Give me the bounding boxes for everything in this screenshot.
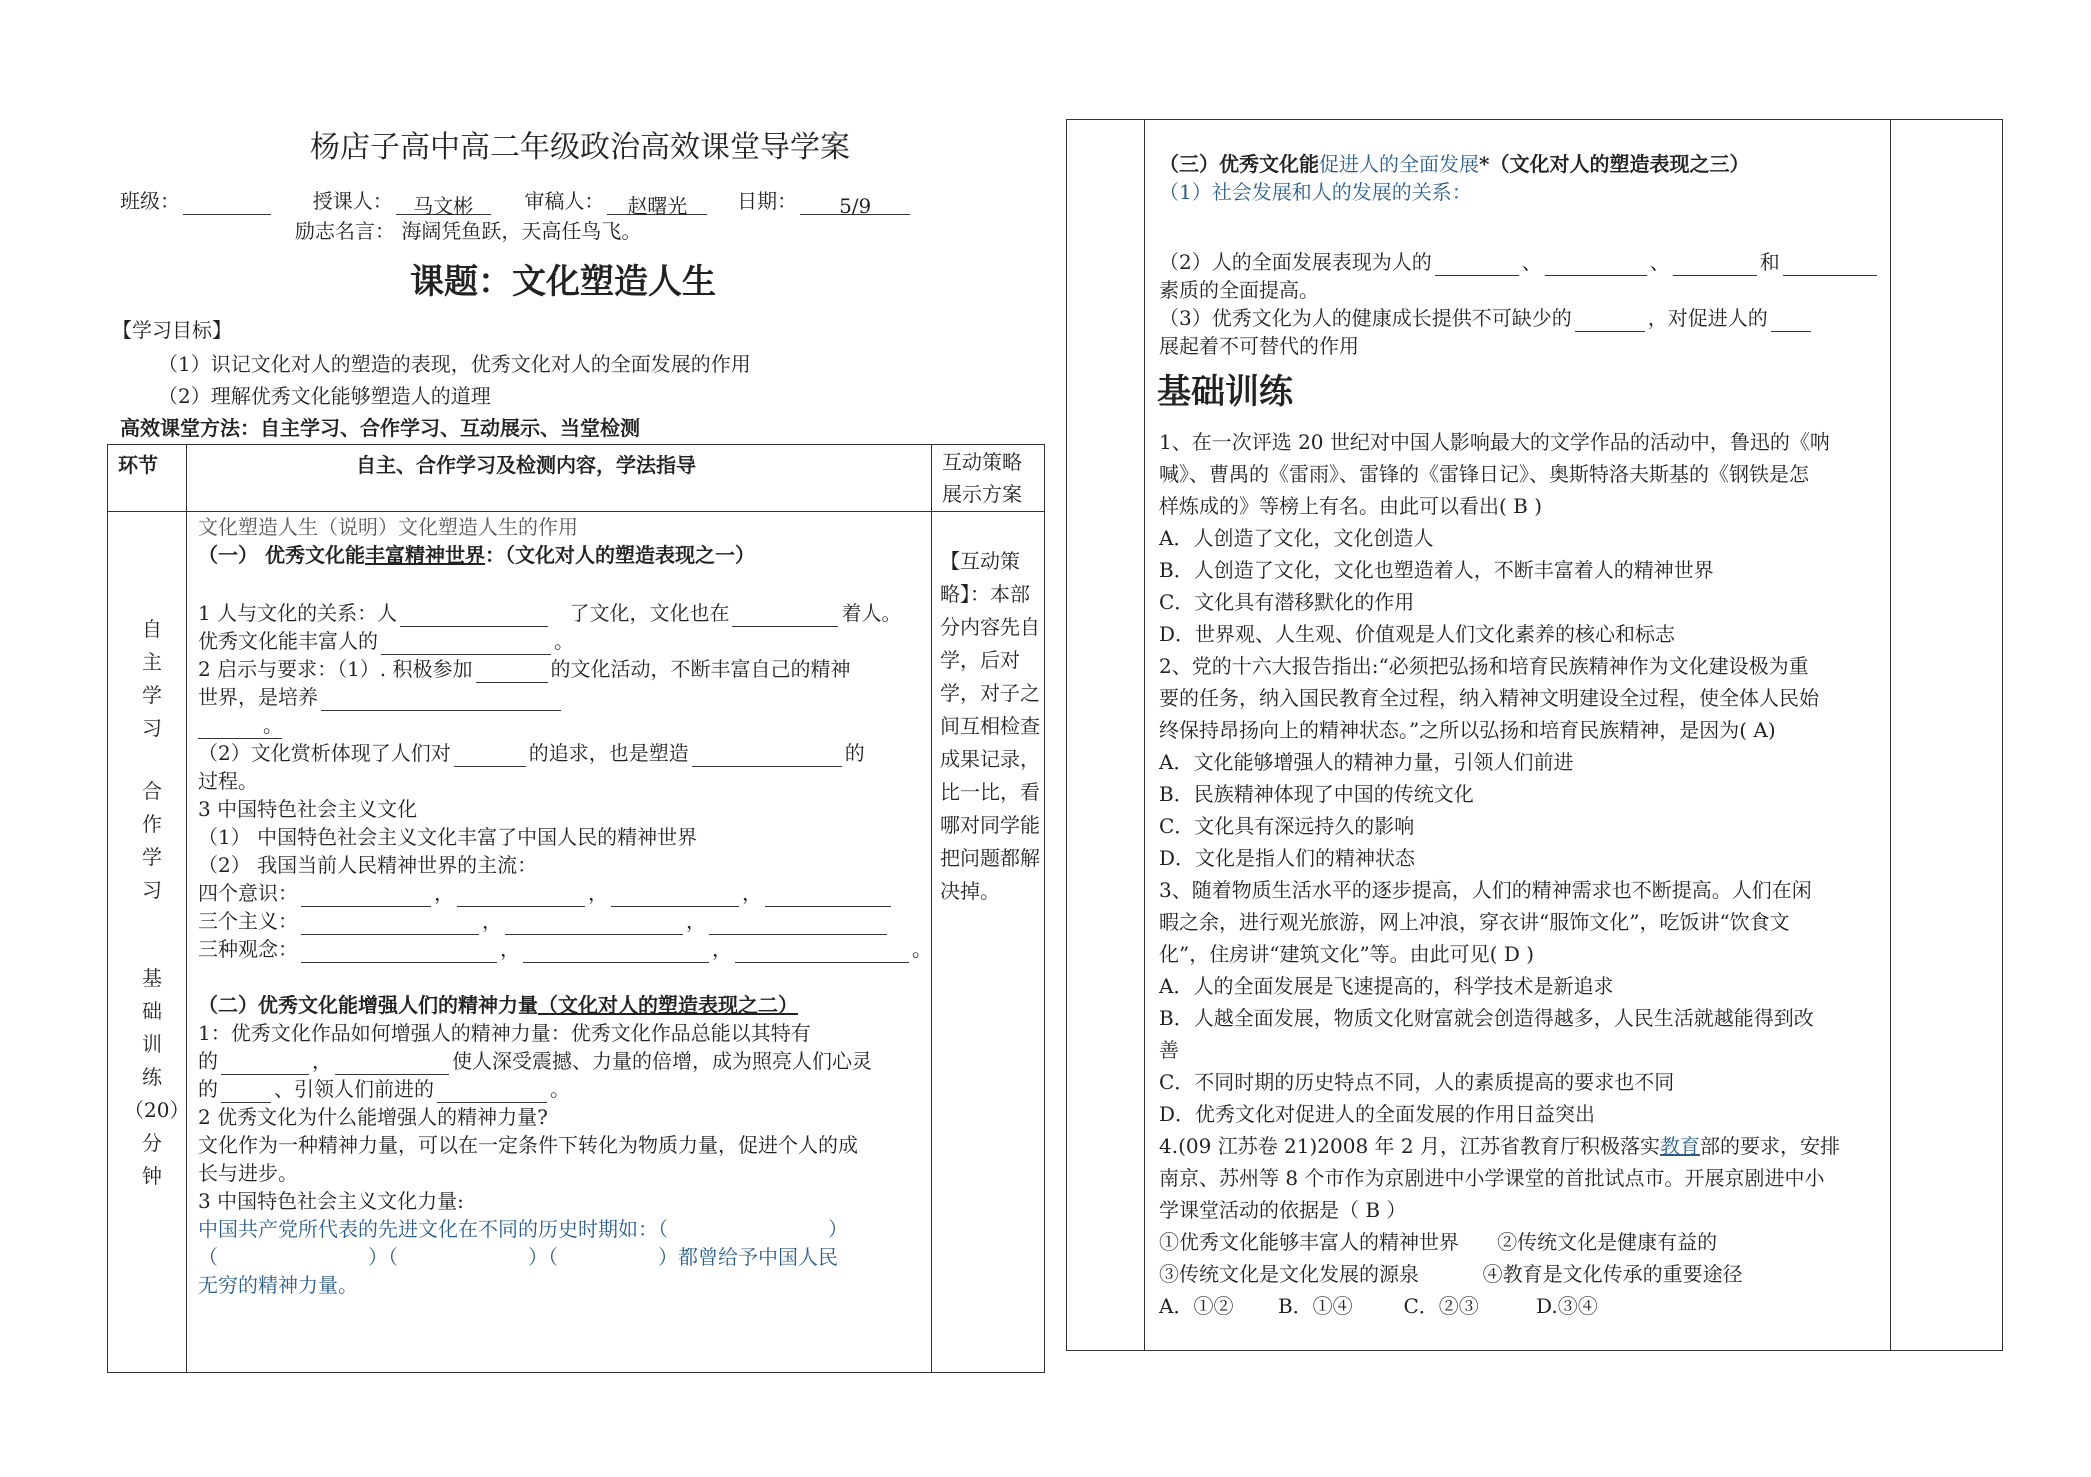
r2-line-1 <box>1159 248 1880 276</box>
right-col-divider-1 <box>1144 120 1145 1350</box>
p4-line-2: 南京、苏州等 8 个市作为京剧进中小学课堂的首批试点市。开展京剧进中小 <box>1159 1166 1825 1190</box>
s2q3b1: （ <box>198 1245 218 1269</box>
section-1-underlined: 丰富精神世界 <box>364 543 485 567</box>
p4-1b: 部的要求，安排 <box>1700 1134 1840 1158</box>
header-divider <box>108 511 1044 512</box>
q1e: 。 <box>554 629 574 653</box>
p1-line-2: 喊》、曹禺的《雷雨》、雷锋的《雷锋日记》、奥斯特洛夫斯基的《钢铁是怎 <box>1159 462 1809 486</box>
p4-line-3: 学课堂活动的依据是（ B ） <box>1159 1198 1407 1222</box>
q3c-row: 四个意识： ， ， ， <box>198 879 894 907</box>
s2q1-blank-1[interactable] <box>221 1052 309 1075</box>
q3e: 三种观念： <box>198 937 298 961</box>
r2d: 和 <box>1759 250 1780 274</box>
s2q1f: 、引领人们前进的 <box>274 1077 434 1101</box>
p2-option-b: B．民族精神体现了中国的传统文化 <box>1159 782 1474 806</box>
s2q1-line-2 <box>198 1047 872 1075</box>
stage-vertical-label <box>124 613 190 1193</box>
q2-line-2 <box>198 683 564 711</box>
q2g: 的 <box>844 741 865 765</box>
q2-blank-4[interactable] <box>454 744 526 767</box>
s2q2-line-1: 文化作为一种精神力量，可以在一定条件下转化为物质力量，促进个人的成 <box>198 1133 858 1157</box>
s2q1e: 的 <box>198 1077 218 1101</box>
motto: 励志名言： 海阔凭鱼跃，天高任鸟飞。 <box>295 219 642 243</box>
p3-line-3: 化”，住房讲“建筑文化”等。由此可见( D ) <box>1159 942 1535 966</box>
q1c: 着人。 <box>841 601 902 625</box>
q3d-row: 三个主义： ， ， <box>198 907 890 935</box>
vlabel-8: 习 <box>142 878 162 902</box>
q2-line-1 <box>198 655 851 683</box>
method-line: 高效课堂方法：自主学习、合作学习、互动展示、当堂检测 <box>120 416 640 440</box>
section-2-underlined: （文化对人的塑造表现之二） <box>538 993 798 1017</box>
date-value: 5/9 <box>800 192 910 215</box>
section-3-blue: 促进人的全面发展 <box>1319 152 1479 176</box>
q1-line-2 <box>198 627 574 655</box>
q2-blank-1[interactable] <box>476 660 548 683</box>
vlabel-14: 练 <box>142 1065 162 1089</box>
s2q3a-end: ） <box>828 1217 848 1241</box>
p3-option-b-2: 善 <box>1159 1038 1179 1062</box>
q2c: 世界，是培养 <box>198 685 318 709</box>
vlabel-11: 基 <box>142 966 162 990</box>
q2-line-5: 过程。 <box>198 769 258 793</box>
p3-option-d: D．优秀文化对促进人的全面发展的作用日益突出 <box>1159 1102 1596 1126</box>
q2-blank-2[interactable] <box>321 688 561 711</box>
objective-1: （1）识记文化对人的塑造的表现，优秀文化对人的全面发展的作用 <box>158 352 751 376</box>
s2q3-line-1 <box>198 1215 848 1243</box>
q3e-blank-3[interactable] <box>735 940 909 963</box>
q3d-blank-1[interactable] <box>301 912 479 935</box>
q3e-row: 三种观念： ， ， 。 <box>198 937 932 961</box>
r2-blank-1[interactable] <box>1435 253 1519 276</box>
q3d: 三个主义： <box>198 909 298 933</box>
col3-header-2: 展示方案 <box>942 482 1022 506</box>
teacher-name: 马文彬 <box>396 192 491 215</box>
training-title: 基础训练 <box>1157 372 1293 412</box>
q3c: 四个意识： <box>198 881 298 905</box>
header-info-row <box>120 187 913 218</box>
p2-option-d: D．文化是指人们的精神状态 <box>1159 846 1416 870</box>
r2a: （2）人的全面发展表现为人的 <box>1159 250 1432 274</box>
s2q1-blank-4[interactable] <box>437 1080 547 1103</box>
p4-options-1: ①优秀文化能够丰富人的精神世界 ②传统文化是健康有益的 <box>1159 1230 1718 1254</box>
section-3-post: *（文化对人的塑造表现之三） <box>1479 152 1750 176</box>
r2-blank-2[interactable] <box>1545 253 1647 276</box>
s2q3b2: ）（ <box>368 1245 398 1269</box>
r2-line-2: 素质的全面提高。 <box>1159 278 1319 302</box>
r2c: 、 <box>1649 250 1670 274</box>
vlabel-17: 钟 <box>142 1164 162 1188</box>
teacher-label: 授课人： <box>312 189 393 213</box>
lesson-title: 课题：文化塑造人生 <box>410 262 716 302</box>
section-2-heading <box>198 991 798 1019</box>
vlabel-9 <box>134 907 170 940</box>
class-blank[interactable] <box>183 192 271 215</box>
q2d: 。 <box>263 713 283 737</box>
study-table <box>107 444 1045 1373</box>
q2-line-4 <box>198 739 865 767</box>
s2q3b3: ）（ <box>528 1245 558 1269</box>
s2q1-line-3 <box>198 1075 570 1103</box>
vlabel-0: 自 <box>142 617 162 641</box>
p2-line-1: 2、党的十六大报告指出:“必须把弘扬和培育民族精神作为文化建设极为重 <box>1159 654 1809 678</box>
s2q1-line-1: 1：优秀文化作品如何增强人的精神力量：优秀文化作品总能以其特有 <box>198 1021 811 1045</box>
q2f: 的追求，也是塑造 <box>528 741 689 765</box>
q2a: 2 启示与要求：（1）. 积极参加 <box>198 657 473 681</box>
q2e: （2）文化赏析体现了人们对 <box>198 741 451 765</box>
section-3-heading <box>1159 150 1749 178</box>
q3-heading: 3 中国特色社会主义文化 <box>198 797 418 821</box>
q1a: 1 人与文化的关系：人 <box>198 601 398 625</box>
objectives-header: 【学习目标】 <box>112 318 232 342</box>
intro-line: 文化塑造人生（说明）文化塑造人生的作用 <box>198 515 578 539</box>
r3a: （3）优秀文化为人的健康成长提供不可缺少的 <box>1159 306 1572 330</box>
p3-option-a: A．人的全面发展是飞速提高的，科学技术是新追求 <box>1159 974 1614 998</box>
s2q3b4: ）都曾给予中国人民 <box>658 1245 838 1269</box>
section-1-post: ：（文化对人的塑造表现之一） <box>484 543 755 567</box>
reviewer-name: 赵曙光 <box>607 192 707 215</box>
vlabel-5: 合 <box>142 779 162 803</box>
s2q2-heading: 2 优秀文化为什么能增强人的精神力量? <box>198 1105 548 1129</box>
r3-line-2: 展起着不可替代的作用 <box>1159 334 1359 358</box>
p2-option-a: A．文化能够增强人的精神力量，引领人们前进 <box>1159 750 1574 774</box>
p3-line-2: 暇之余，进行观光旅游，网上冲浪，穿衣讲“服饰文化”，吃饭讲“饮食文 <box>1159 910 1790 934</box>
q3a: （1） 中国特色社会主义文化丰富了中国人民的精神世界 <box>198 825 698 849</box>
vlabel-1: 主 <box>142 650 162 674</box>
col3-header-1: 互动策略 <box>942 450 1022 474</box>
r3-blank-1[interactable] <box>1575 309 1645 332</box>
vlabel-13: 训 <box>142 1032 162 1056</box>
q3d-blank-2[interactable] <box>505 912 683 935</box>
p1-option-b: B．人创造了文化，文化也塑造着人，不断丰富着人的精神世界 <box>1159 558 1714 582</box>
q1-blank-2[interactable] <box>732 604 838 627</box>
right-table <box>1066 119 2003 1351</box>
s2q1c: ， <box>312 1049 332 1073</box>
q3c-blank-4[interactable] <box>765 884 891 907</box>
vlabel-3: 习 <box>142 716 162 740</box>
doc-title: 杨店子高中高二年级政治高效课堂导学案 <box>310 130 850 165</box>
s2q2-line-2: 长与进步。 <box>198 1161 298 1185</box>
q3c-blank-1[interactable] <box>301 884 431 907</box>
p3-line-1: 3、随着物质生活水平的逐步提高，人们的精神需求也不断提高。人们在闲 <box>1159 878 1812 902</box>
s2q3a: 中国共产党所代表的先进文化在不同的历史时期如：（ <box>198 1217 668 1241</box>
r3b: ，对促进人的 <box>1647 306 1768 330</box>
q3e-blank-1[interactable] <box>301 940 497 963</box>
q1d: 优秀文化能丰富人的 <box>198 629 378 653</box>
section-1-heading <box>198 541 755 569</box>
section-1-pre: （一） 优秀文化能 <box>198 543 365 567</box>
objective-2: （2）理解优秀文化能够塑造人的道理 <box>158 384 491 408</box>
q2b: 的文化活动，不断丰富自己的精神 <box>550 657 851 681</box>
col2-header: 自主、合作学习及检测内容，学法指导 <box>356 453 696 477</box>
p3-option-c: C．不同时期的历史特点不同，人的素质提高的要求也不同 <box>1159 1070 1675 1094</box>
r3-line-1 <box>1159 304 1814 332</box>
p1-option-c: C．文化具有潜移默化的作用 <box>1159 590 1415 614</box>
q1-line-1 <box>198 599 901 627</box>
s2q3-heading: 3 中国特色社会主义文化力量: <box>198 1189 464 1213</box>
r2-blank-4[interactable] <box>1783 253 1877 276</box>
vlabel-4 <box>134 745 170 775</box>
right-col-divider-2 <box>1890 120 1891 1350</box>
q3c-blank-3[interactable] <box>611 884 739 907</box>
p2-line-3: 终保持昂扬向上的精神状态。”之所以弘扬和培育民族精神，是因为( A) <box>1159 718 1776 742</box>
p4-line-1 <box>1159 1132 1840 1160</box>
q3c-blank-2[interactable] <box>457 884 585 907</box>
p4-1a: 4.(09 江苏卷 21)2008 年 2 月，江苏省教育厅积极落实 <box>1159 1134 1660 1158</box>
col-divider-2 <box>931 445 932 1372</box>
r2b: 、 <box>1521 250 1542 274</box>
s2q1-blank-2[interactable] <box>335 1052 449 1075</box>
vlabel-16: 分 <box>142 1131 162 1155</box>
col-divider-1 <box>186 445 187 1372</box>
s2q1b: 的 <box>198 1049 218 1073</box>
r3-blank-2[interactable] <box>1771 309 1811 332</box>
q1b: 了文化，文化也在 <box>569 601 730 625</box>
q1-blank-1[interactable] <box>400 604 548 627</box>
education-link[interactable]: 教育 <box>1660 1134 1700 1158</box>
q1-blank-3[interactable] <box>381 632 551 655</box>
s2q3-line-2 <box>198 1243 838 1271</box>
p1-option-a: A．人创造了文化，文化创造人 <box>1159 526 1434 550</box>
p1-option-d: D．世界观、人生观、价值观是人们文化素养的核心和标志 <box>1159 622 1676 646</box>
q3e-blank-2[interactable] <box>523 940 709 963</box>
vlabel-10 <box>134 940 170 962</box>
col1-header: 环节 <box>118 453 158 477</box>
p4-answers: A．①② B．①④ C．②③ D.③④ <box>1159 1294 1598 1318</box>
vlabel-15: （20） <box>124 1098 190 1122</box>
section-2-pre: （二）优秀文化能增强人们的精神力量 <box>198 993 538 1017</box>
vlabel-12: 础 <box>142 999 162 1023</box>
p1-line-3: 样炼成的》等榜上有名。由此可以看出( B ) <box>1159 494 1543 518</box>
r1: （1）社会发展和人的发展的关系： <box>1159 180 1472 204</box>
q3b: （2） 我国当前人民精神世界的主流： <box>198 853 538 877</box>
date-label: 日期： <box>737 189 798 213</box>
interaction-strategy-note: 【互动策略】：本部分内容先自学，后对学，对子之间互相检查成果记录，比一比，看哪对同学能把问题都解决掉。 <box>940 549 1040 903</box>
section-3-pre: （三）优秀文化能 <box>1159 152 1319 176</box>
p1-line-1: 1、在一次评选 20 世纪对中国人影响最大的文学作品的活动中，鲁迅的《呐 <box>1159 430 1830 454</box>
vlabel-6: 作 <box>142 812 162 836</box>
p4-options-2: ③传统文化是文化发展的源泉 ④教育是文化传承的重要途径 <box>1159 1262 1743 1286</box>
s2q3-line-3: 无穷的精神力量。 <box>198 1273 358 1297</box>
r2-blank-3[interactable] <box>1673 253 1757 276</box>
p3-option-b-1: B．人越全面发展，物质文化财富就会创造得越多，人民生活就越能得到改 <box>1159 1006 1814 1030</box>
class-label: 班级： <box>120 189 180 213</box>
q2-blank-5[interactable] <box>692 744 842 767</box>
reviewer-label: 审稿人： <box>524 189 605 213</box>
p2-option-c: C．文化具有深远持久的影响 <box>1159 814 1415 838</box>
vlabel-2: 学 <box>142 683 162 707</box>
s2q1g: 。 <box>550 1077 570 1101</box>
q2-line-3 <box>198 711 283 739</box>
s2q1-blank-3[interactable] <box>221 1080 271 1103</box>
q3d-blank-3[interactable] <box>709 912 887 935</box>
p2-line-2: 要的任务，纳入国民教育全过程，纳入精神文明建设全过程，使全体人民始 <box>1159 686 1819 710</box>
vlabel-7: 学 <box>142 845 162 869</box>
s2q1d: 使人深受震撼、力量的倍增，成为照亮人们心灵 <box>452 1049 872 1073</box>
